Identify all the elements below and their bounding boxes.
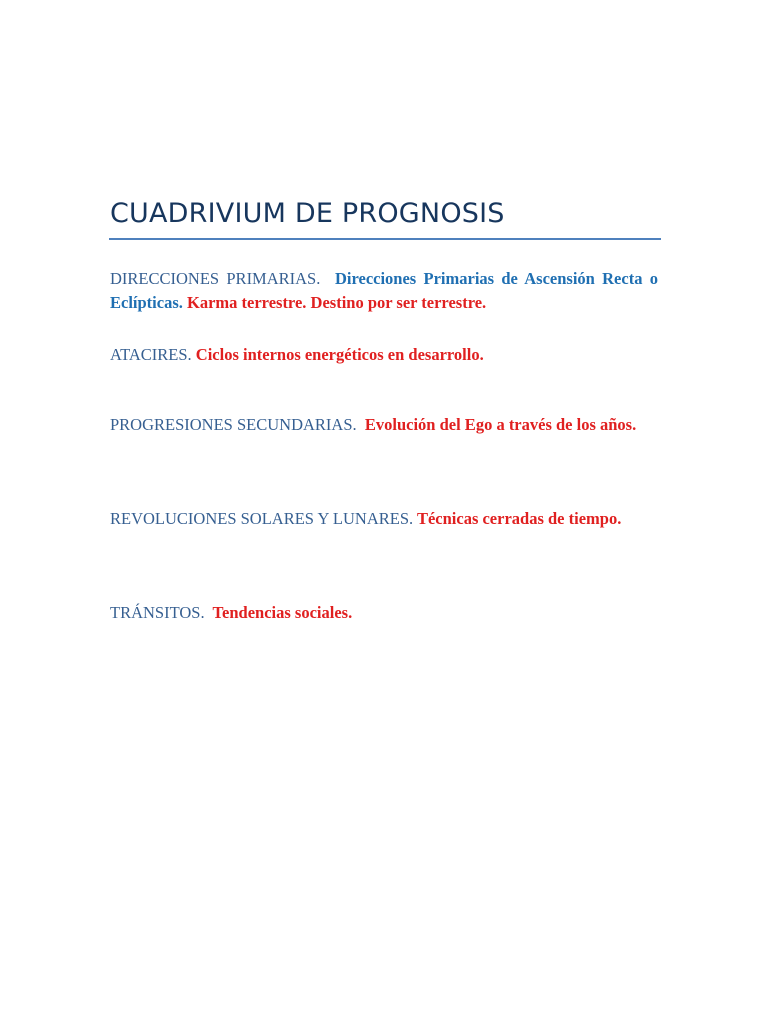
section-heading: TRÁNSITOS. — [110, 603, 205, 622]
title-underline — [109, 238, 661, 240]
section-direcciones-primarias — [110, 267, 658, 315]
page-title: CUADRIVIUM DE PROGNOSIS — [110, 198, 505, 229]
section-red-text: Técnicas cerradas de tiempo. — [416, 509, 622, 528]
section-blue-text: Direcciones Primarias de Ascensión Recta o Eclípticas. — [110, 269, 658, 312]
section-transitos — [110, 601, 658, 625]
section-red-text: Karma terrestre. Destino por ser terrestre. — [187, 293, 487, 312]
section-heading: PROGRESIONES SECUNDARIAS. — [110, 415, 357, 434]
section-progresiones-secundarias — [110, 413, 658, 437]
section-red-text: Tendencias sociales. — [212, 603, 353, 622]
section-atacires — [110, 343, 658, 367]
section-revoluciones — [110, 507, 658, 531]
section-red-text: Evolución del Ego a través de los años. — [364, 415, 637, 434]
section-red-text: Ciclos internos energéticos en desarrollo. — [195, 345, 484, 364]
section-heading: DIRECCIONES PRIMARIAS. — [110, 269, 321, 288]
section-heading: REVOLUCIONES SOLARES Y LUNARES. — [110, 509, 414, 528]
section-heading: ATACIRES. — [110, 345, 192, 364]
